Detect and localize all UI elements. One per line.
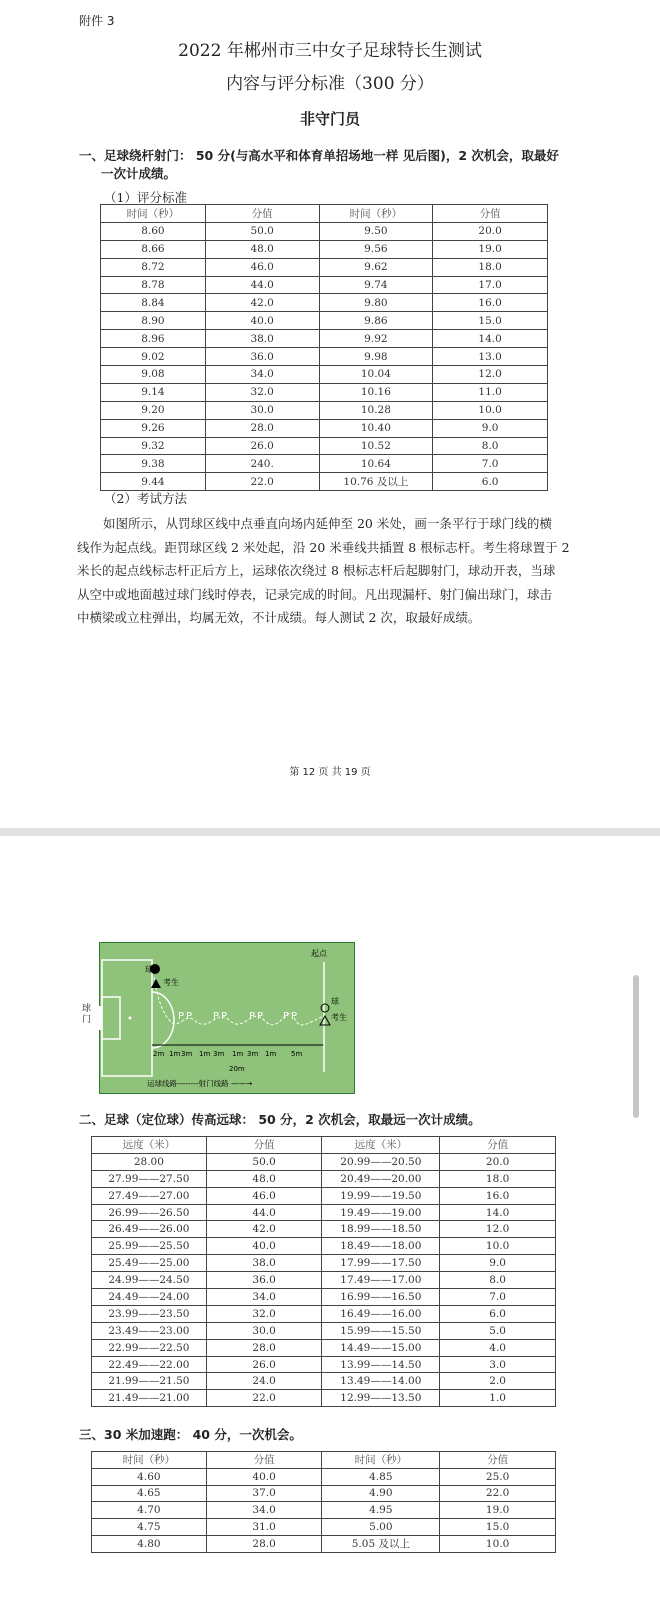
table-row (92, 1238, 556, 1255)
table-cell: 42.0 (205, 294, 319, 312)
table-cell: 14.0 (440, 1204, 556, 1221)
table-row (101, 366, 548, 384)
table-cell: 8.84 (101, 294, 206, 312)
table-cell: 24.49——24.00 (92, 1289, 207, 1306)
table-cell: 9.98 (319, 348, 433, 366)
table-cell: 3.0 (440, 1356, 556, 1373)
table-cell: 4.85 (322, 1468, 440, 1485)
table-cell: 22.99——22.50 (92, 1339, 207, 1356)
table-cell: 34.0 (205, 366, 319, 384)
field-diagram (99, 942, 355, 1094)
table-row (101, 383, 548, 401)
table-cell: 34.0 (206, 1502, 322, 1519)
table-cell: 10.40 (319, 419, 433, 437)
table-cell: 30.0 (206, 1322, 322, 1339)
section3-heading: 三、30 米加速跑： 40 分，一次机会。 (79, 1427, 302, 1442)
table-cell: 27.49——27.00 (92, 1187, 207, 1204)
table-row (101, 312, 548, 330)
table-cell: 4.95 (322, 1502, 440, 1519)
table-cell: 44.0 (206, 1204, 322, 1221)
table-cell: 17.0 (433, 276, 548, 294)
table-header-cell: 分值 (206, 1452, 322, 1469)
table-row (101, 330, 548, 348)
table-cell: 23.49——23.00 (92, 1322, 207, 1339)
table-cell: 15.0 (433, 312, 548, 330)
label-student-right: 考生 (331, 1013, 347, 1022)
section2-heading: 二、足球（定位球）传高远球： 50 分，2 次机会，取最远一次计成绩。 (79, 1112, 481, 1127)
table-row (92, 1373, 556, 1390)
table-row (101, 455, 548, 473)
table-cell: 9.14 (101, 383, 206, 401)
table-cell: 32.0 (205, 383, 319, 401)
table-cell: 10.0 (440, 1535, 556, 1552)
table-cell: 30.0 (205, 401, 319, 419)
table-cell: 4.65 (92, 1485, 207, 1502)
table-cell: 37.0 (206, 1485, 322, 1502)
table-cell: 8.60 (101, 222, 206, 240)
section1-heading: 一、足球绕杆射门： 50 分(与高水平和体育单招场地一样 见后图)，2 次机会，取最好 一次计成绩。 (79, 148, 559, 181)
score-table-sprint (91, 1451, 556, 1553)
doc-title: 2022 年郴州市三中女子足球特长生测试 (178, 41, 482, 61)
table-cell: 21.99——21.50 (92, 1373, 207, 1390)
table-cell: 1.0 (440, 1390, 556, 1407)
table-row (92, 1502, 556, 1519)
table-cell: 20.49——20.00 (322, 1170, 440, 1187)
table-cell: 4.90 (322, 1485, 440, 1502)
table-cell: 50.0 (206, 1153, 322, 1170)
pole: P (221, 1011, 228, 1022)
table-row (92, 1322, 556, 1339)
table-cell: 25.49——25.00 (92, 1255, 207, 1272)
table-cell: 4.75 (92, 1519, 207, 1536)
table-row (92, 1170, 556, 1187)
table-cell: 19.49——19.00 (322, 1204, 440, 1221)
table-cell: 24.0 (206, 1373, 322, 1390)
table-row (92, 1221, 556, 1238)
table-row (101, 348, 548, 366)
table-cell: 7.0 (440, 1289, 556, 1306)
table-cell: 5.0 (440, 1322, 556, 1339)
table-cell: 28.0 (205, 419, 319, 437)
method-paragraph (77, 512, 571, 630)
pole: P (283, 1011, 290, 1022)
table-cell: 10.76 及以上 (319, 473, 433, 491)
page-divider (0, 828, 660, 836)
table-cell: 8.0 (440, 1272, 556, 1289)
table-cell: 26.0 (205, 437, 319, 455)
table-cell: 9.74 (319, 276, 433, 294)
table-cell: 16.99——16.50 (322, 1289, 440, 1306)
table-row (92, 1272, 556, 1289)
table-cell: 9.26 (101, 419, 206, 437)
table-cell: 9.0 (440, 1255, 556, 1272)
doc-title-line2: 内容与评分标准（300 分） (226, 74, 434, 94)
table-cell: 8.90 (101, 312, 206, 330)
table-cell: 8.96 (101, 330, 206, 348)
method-line: 米长的起点线标志杆正后方上，运球依次绕过 8 根标志杆后起脚射门，球动开表，当球 (77, 563, 556, 578)
table-cell: 12.0 (433, 366, 548, 384)
method-line: 中横梁或立柱弹出，均属无效，不计成绩。每人测试 2 次，取最好成绩。 (77, 610, 481, 625)
table-cell: 20.99——20.50 (322, 1153, 440, 1170)
dist-total: 20m (229, 1065, 245, 1073)
table-header-row (92, 1452, 556, 1469)
table-cell: 13.49——14.00 (322, 1373, 440, 1390)
table-row (92, 1468, 556, 1485)
table-cell: 24.99——24.50 (92, 1272, 207, 1289)
table-cell: 9.80 (319, 294, 433, 312)
dist-label: 1m (232, 1050, 244, 1058)
pole: P (178, 1011, 185, 1022)
table-cell: 15.99——15.50 (322, 1322, 440, 1339)
table-row (92, 1390, 556, 1407)
table-cell: 48.0 (206, 1170, 322, 1187)
table-cell: 38.0 (205, 330, 319, 348)
table-header-cell: 分值 (205, 205, 319, 223)
table-cell: 40.0 (206, 1238, 322, 1255)
label-student: 考生 (163, 978, 179, 987)
table-header-cell: 远度（米） (322, 1137, 440, 1154)
table-cell: 4.60 (92, 1468, 207, 1485)
table-cell: 19.99——19.50 (322, 1187, 440, 1204)
table-cell: 27.99——27.50 (92, 1170, 207, 1187)
table-cell: 9.08 (101, 366, 206, 384)
table-cell: 7.0 (433, 455, 548, 473)
table-cell: 9.32 (101, 437, 206, 455)
penalty-spot (129, 1017, 132, 1020)
table-cell: 10.04 (319, 366, 433, 384)
table-cell: 40.0 (206, 1468, 322, 1485)
pole: P (249, 1011, 256, 1022)
table-row (101, 222, 548, 240)
table-row (101, 276, 548, 294)
table-cell: 18.0 (433, 258, 548, 276)
table-header-cell: 分值 (440, 1137, 556, 1154)
table-cell: 9.02 (101, 348, 206, 366)
table-cell: 9.86 (319, 312, 433, 330)
table-cell: 4.70 (92, 1502, 207, 1519)
table-cell: 19.0 (440, 1502, 556, 1519)
table-cell: 10.52 (319, 437, 433, 455)
table-cell: 22.0 (440, 1485, 556, 1502)
table-header-cell: 远度（米） (92, 1137, 207, 1154)
table-row (92, 1204, 556, 1221)
table-cell: 22.0 (206, 1390, 322, 1407)
label-goal: 球门 (82, 1004, 92, 1025)
table-header-cell: 时间（秒） (322, 1452, 440, 1469)
table-cell: 14.0 (433, 330, 548, 348)
table-cell: 9.20 (101, 401, 206, 419)
table-cell: 42.0 (206, 1221, 322, 1238)
table-row (92, 1187, 556, 1204)
table-cell: 26.49——26.00 (92, 1221, 207, 1238)
table-cell: 5.00 (322, 1519, 440, 1536)
table-cell: 17.99——17.50 (322, 1255, 440, 1272)
dist-label: 3m (181, 1050, 193, 1058)
table-cell: 16.0 (433, 294, 548, 312)
page-number: 第 12 页 共 19 页 (289, 767, 371, 778)
table-cell: 10.0 (440, 1238, 556, 1255)
dist-label: 3m (247, 1050, 259, 1058)
method-line: 从空中或地面越过球门线时停表，记录完成的时间。凡出现漏杆、射门偏出球门，球击 (77, 586, 553, 602)
scrollbar[interactable] (633, 975, 639, 1118)
label-ball: 球 (145, 965, 153, 974)
table-header-cell: 时间（秒） (92, 1452, 207, 1469)
table-header-row (92, 1137, 556, 1154)
table-row (101, 294, 548, 312)
table-cell: 28.0 (206, 1535, 322, 1552)
table-cell: 2.0 (440, 1373, 556, 1390)
label-start: 起点 (311, 949, 327, 958)
label-ball-right: 球 (331, 997, 339, 1006)
table-cell: 8.72 (101, 258, 206, 276)
table-cell: 9.38 (101, 455, 206, 473)
table-cell: 22.49——22.00 (92, 1356, 207, 1373)
table-header-row (101, 205, 548, 223)
table-cell: 20.0 (433, 222, 548, 240)
table-row (92, 1485, 556, 1502)
table-cell: 48.0 (205, 240, 319, 258)
table-row (101, 240, 548, 258)
table-cell: 10.0 (433, 401, 548, 419)
method-line: 线作为起点线。距罚球区线 2 米处起，沿 20 米垂线共插置 8 根标志杆。考生将球置于 2 (77, 539, 570, 555)
dist-label: 1m (199, 1050, 211, 1058)
table-cell: 9.56 (319, 240, 433, 258)
table-cell: 6.0 (440, 1305, 556, 1322)
pole: P (257, 1011, 264, 1022)
table-cell: 6.0 (433, 473, 548, 491)
table-cell: 23.99——23.50 (92, 1305, 207, 1322)
table-cell: 46.0 (206, 1187, 322, 1204)
table-cell: 5.05 及以上 (322, 1535, 440, 1552)
table-row (101, 401, 548, 419)
table-cell: 14.49——15.00 (322, 1339, 440, 1356)
table-cell: 9.0 (433, 419, 548, 437)
table-row (92, 1305, 556, 1322)
table-cell: 13.99——14.50 (322, 1356, 440, 1373)
table-cell: 13.0 (433, 348, 548, 366)
table-header-cell: 分值 (440, 1452, 556, 1469)
table-row (92, 1339, 556, 1356)
doc-subtitle: 非守门员 (299, 110, 360, 128)
table-cell: 25.0 (440, 1468, 556, 1485)
table-cell: 16.49——16.00 (322, 1305, 440, 1322)
section1-sub-method: （2）考试方法 (104, 491, 187, 506)
table-header-cell: 时间（秒） (101, 205, 206, 223)
table-cell: 15.0 (440, 1519, 556, 1536)
table-cell: 21.49——21.00 (92, 1390, 207, 1407)
dist-label: 1m (265, 1050, 277, 1058)
table-cell: 26.99——26.50 (92, 1204, 207, 1221)
table-cell: 18.99——18.50 (322, 1221, 440, 1238)
table-cell: 8.66 (101, 240, 206, 258)
table-cell: 19.0 (433, 240, 548, 258)
table-cell: 22.0 (205, 473, 319, 491)
table-cell: 9.44 (101, 473, 206, 491)
table-cell: 50.0 (205, 222, 319, 240)
table-cell: 9.50 (319, 222, 433, 240)
dist-label: 1m (169, 1050, 181, 1058)
table-cell: 36.0 (206, 1272, 322, 1289)
table-cell: 28.0 (206, 1339, 322, 1356)
table-cell: 10.16 (319, 383, 433, 401)
diagram-legend: 运球线路--------射门线路 ——→ (147, 1079, 253, 1088)
table-row (92, 1153, 556, 1170)
table-cell: 25.99——25.50 (92, 1238, 207, 1255)
score-table-dribble (100, 204, 548, 491)
table-row (101, 437, 548, 455)
dist-label: 3m (213, 1050, 225, 1058)
table-cell: 240. (205, 455, 319, 473)
pole: P (213, 1011, 220, 1022)
table-cell: 17.49——17.00 (322, 1272, 440, 1289)
table-cell: 10.64 (319, 455, 433, 473)
table-row (92, 1535, 556, 1552)
table-cell: 36.0 (205, 348, 319, 366)
table-row (92, 1519, 556, 1536)
table-cell: 8.0 (433, 437, 548, 455)
table-cell: 26.0 (206, 1356, 322, 1373)
table-row (101, 258, 548, 276)
table-header-cell: 分值 (206, 1137, 322, 1154)
table-cell: 44.0 (205, 276, 319, 294)
table-cell: 11.0 (433, 383, 548, 401)
dist-label: 2m (153, 1050, 165, 1058)
table-cell: 18.49——18.00 (322, 1238, 440, 1255)
table-cell: 20.0 (440, 1153, 556, 1170)
table-cell: 38.0 (206, 1255, 322, 1272)
table-cell: 12.0 (440, 1221, 556, 1238)
annex-label: 附件 3 (79, 14, 115, 28)
table-cell: 16.0 (440, 1187, 556, 1204)
score-table-longpass (91, 1136, 556, 1407)
table-row (92, 1356, 556, 1373)
table-cell: 32.0 (206, 1305, 322, 1322)
pole: P (186, 1011, 193, 1022)
table-cell: 4.0 (440, 1339, 556, 1356)
table-cell: 40.0 (205, 312, 319, 330)
table-cell: 9.92 (319, 330, 433, 348)
table-header-cell: 时间（秒） (319, 205, 433, 223)
table-row (92, 1289, 556, 1306)
dist-label: 5m (291, 1050, 303, 1058)
goal (99, 1006, 102, 1030)
table-cell: 4.80 (92, 1535, 207, 1552)
section1-sub-criteria: （1）评分标准 (104, 190, 187, 205)
table-row (101, 419, 548, 437)
pole: P (291, 1011, 298, 1022)
table-cell: 46.0 (205, 258, 319, 276)
table-cell: 28.00 (92, 1153, 207, 1170)
table-cell: 18.0 (440, 1170, 556, 1187)
table-cell: 9.62 (319, 258, 433, 276)
table-header-cell: 分值 (433, 205, 548, 223)
table-cell: 12.99——13.50 (322, 1390, 440, 1407)
table-cell: 31.0 (206, 1519, 322, 1536)
table-cell: 8.78 (101, 276, 206, 294)
table-row (92, 1255, 556, 1272)
table-cell: 10.28 (319, 401, 433, 419)
table-cell: 34.0 (206, 1289, 322, 1306)
method-line: 如图所示，从罚球区线中点垂直向场内延伸至 20 米处，画一条平行于球门线的横 (103, 516, 552, 531)
